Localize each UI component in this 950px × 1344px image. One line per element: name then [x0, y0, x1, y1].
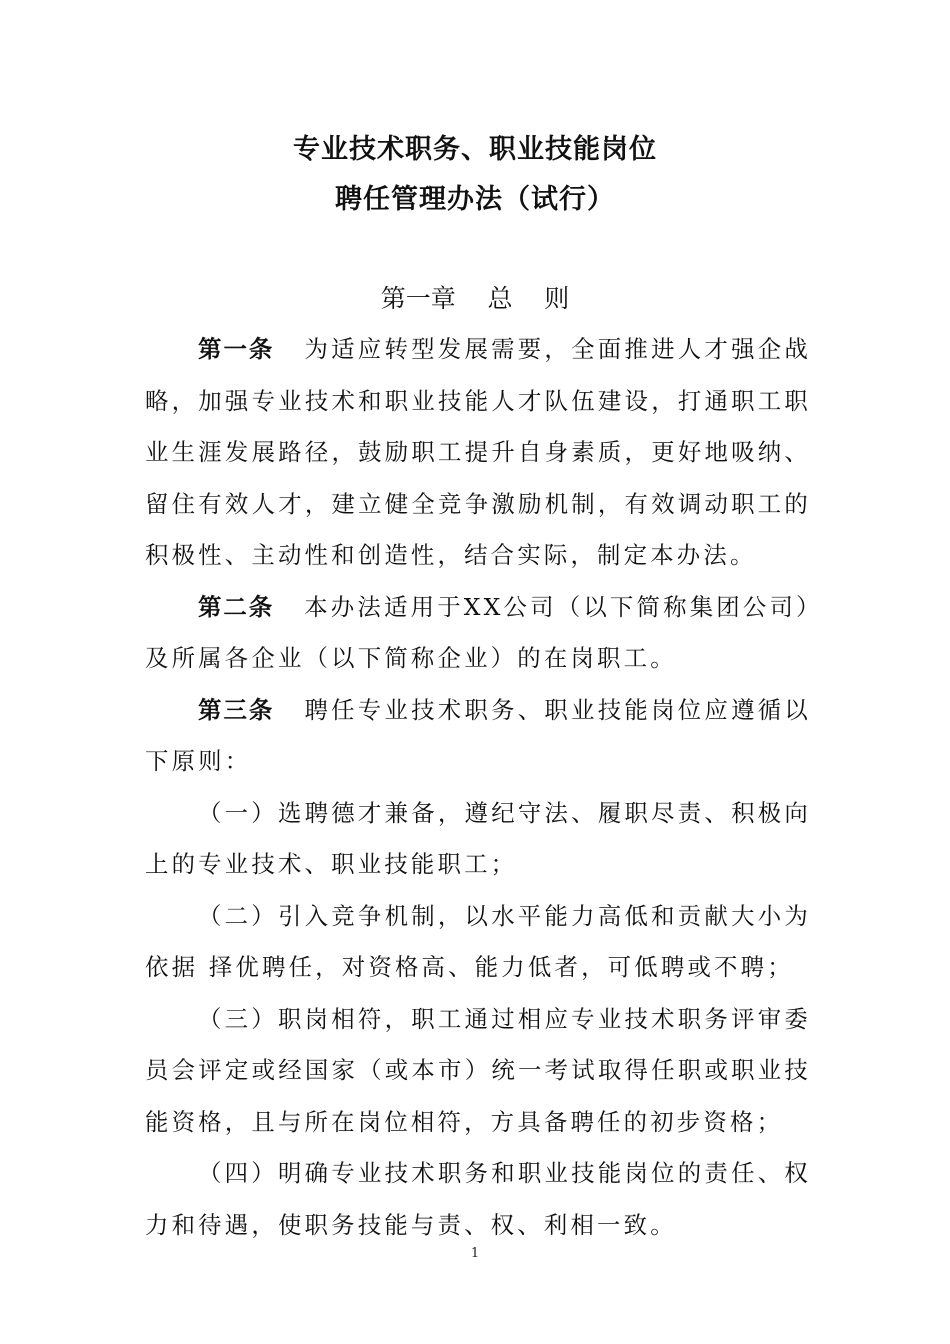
article-2 — [145, 582, 811, 685]
principle-3: （三）职岗相符，职工通过相应专业技术职务评审委员会评定或经国家（或本市）统一考试取得任职或职业技能资格，且与所在岗位相符，方具备聘任的初步资格； — [145, 1004, 811, 1136]
article-1-label: 第一条 — [198, 335, 275, 363]
article-1 — [145, 324, 811, 582]
article-3-text: 聘任专业技术职务、职业技能岗位应遵循以下原则： — [145, 695, 811, 775]
article-2-text: 本办法适用于XX公司（以下简称集团公司）及所属各企业（以下简称企业）的在岗职工。 — [145, 592, 811, 672]
page-number: 1 — [470, 1246, 480, 1261]
article-3 — [145, 685, 811, 788]
article-3-label: 第三条 — [198, 695, 275, 724]
article-2-label: 第二条 — [198, 592, 275, 621]
document-title-line1: 专业技术职务、职业技能岗位 — [293, 134, 657, 165]
principle-4: （四）明确专业技术职务和职业技能岗位的责任、权力和待遇，使职务技能与责、权、利相一致。 — [145, 1159, 811, 1239]
principle-1: （一）选聘德才兼备，遵纪守法、履职尽责、积极向上的专业技术、职业技能职工； — [145, 798, 811, 878]
document-title-line2: 聘任管理办法（试行） — [335, 184, 615, 215]
principle-2: （二）引入竞争机制，以水平能力高低和贡献大小为依据 择优聘任，对资格高、能力低者，可低聘或不聘； — [145, 901, 811, 981]
article-1-text: 为适应转型发展需要，全面推进人才强企战略，加强专业技术和职业技能人才队伍建设，打通职工职业生涯发展路径，鼓励职工提升自身素质，更好地吸纳、留住有效人才，建立健全竞争激励机制，有效调动职工的积极性、主动性和创造性，结合实际，制定本办法。 — [145, 335, 811, 569]
document-body — [145, 324, 811, 1251]
chapter-heading: 第一章 总 则 — [380, 284, 570, 313]
